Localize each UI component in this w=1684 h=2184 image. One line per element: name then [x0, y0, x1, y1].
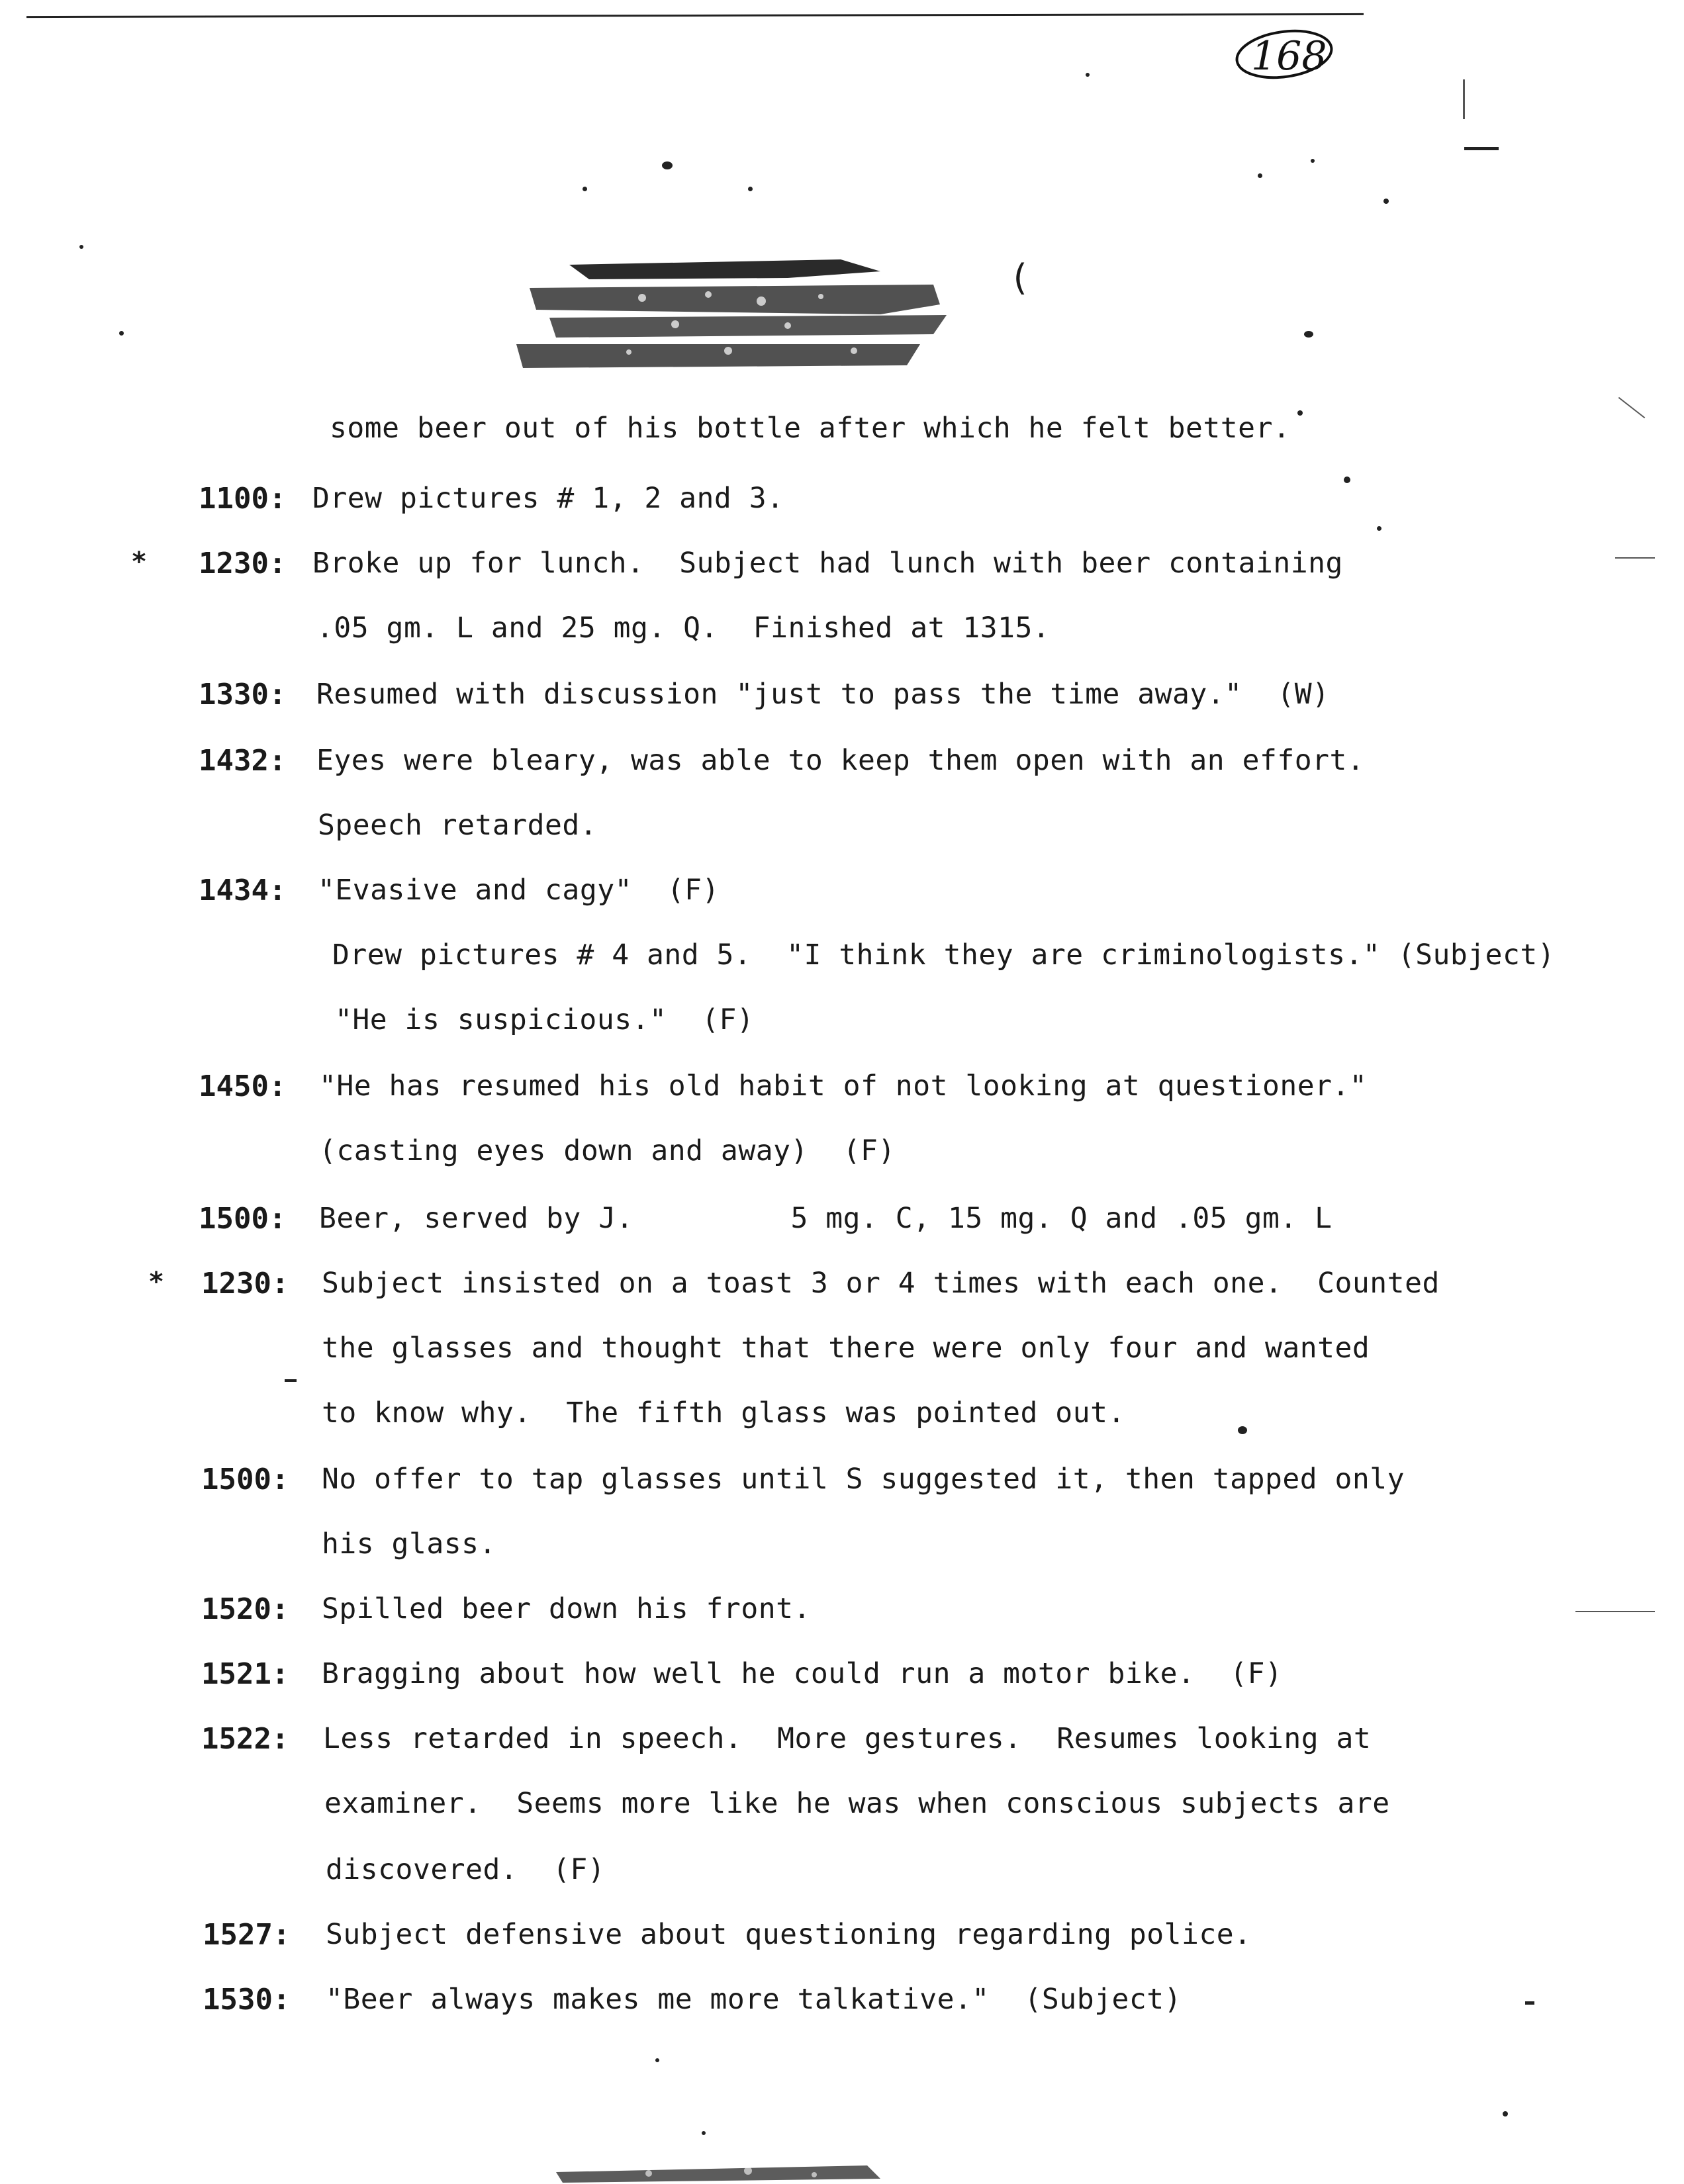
scan-speck — [1377, 526, 1381, 531]
log-line: examiner. Seems more like he was when conscious subjects are — [324, 1787, 1390, 1820]
log-line: Beer, served by J. 5 mg. C, 15 mg. Q and .05 gm. L — [319, 1202, 1333, 1235]
scan-speck — [1383, 199, 1389, 204]
log-time: 1230: — [199, 547, 287, 580]
log-line: Broke up for lunch. Subject had lunch with beer containing — [312, 547, 1343, 580]
scan-mark — [285, 1379, 297, 1382]
scan-mark — [1618, 397, 1646, 418]
scan-speck — [583, 187, 587, 191]
scan-speck — [655, 2058, 659, 2062]
log-line: Less retarded in speech. More gestures. Resumes looking at — [323, 1722, 1372, 1755]
log-line: Subject insisted on a toast 3 or 4 times with each one. Counted — [322, 1267, 1440, 1300]
scan-mark — [1575, 1611, 1655, 1612]
log-line: "Evasive and cagy" (F) — [318, 874, 720, 907]
page-number-text: 168 — [1251, 33, 1327, 79]
log-line: Spilled beer down his front. — [322, 1592, 811, 1625]
stray-paren: ( — [1009, 257, 1031, 298]
log-line: discovered. (F) — [326, 1853, 606, 1886]
log-line: (casting eyes down and away) (F) — [319, 1134, 896, 1167]
log-line: .05 gm. L and 25 mg. Q. Finished at 1315. — [316, 612, 1051, 645]
scan-speck — [1297, 410, 1303, 416]
log-time: 1521: — [201, 1657, 289, 1691]
log-line: Speech retarded. — [318, 809, 598, 842]
log-line: Drew pictures # 1, 2 and 3. — [312, 482, 784, 515]
log-time: 1500: — [199, 1202, 287, 1236]
scan-speck — [1238, 1426, 1247, 1434]
log-time: 1434: — [199, 874, 287, 907]
log-line: Drew pictures # 4 and 5. "I think they are criminologists." (Subject) — [332, 938, 1556, 972]
log-line: Bragging about how well he could run a motor bike. (F) — [322, 1657, 1283, 1690]
scan-speck — [1344, 477, 1350, 483]
log-time: 1432: — [199, 744, 287, 778]
log-line: his glass. — [322, 1527, 496, 1561]
redaction-top — [510, 251, 947, 377]
scan-speck — [1258, 173, 1262, 178]
log-time: 1522: — [201, 1722, 289, 1756]
redaction-bottom — [549, 2159, 894, 2184]
scan-speck — [1304, 331, 1313, 338]
log-time: 1530: — [203, 1983, 291, 2017]
log-line: Eyes were bleary, was able to keep them open with an effort. — [316, 744, 1365, 777]
log-line: the glasses and thought that there were only four and wanted — [322, 1332, 1370, 1365]
scan-speck — [1503, 2111, 1508, 2116]
log-line: to know why. The fifth glass was pointed out. — [322, 1396, 1125, 1430]
log-line: No offer to tap glasses until S suggested it, then tapped only — [322, 1463, 1405, 1496]
log-time: 1100: — [199, 482, 287, 516]
asterisk-mark: * — [148, 1267, 165, 1297]
scan-speck — [119, 331, 124, 336]
scan-speck — [1311, 159, 1315, 163]
scan-speck — [748, 187, 753, 191]
log-time: 1500: — [201, 1463, 289, 1496]
scan-mark — [1615, 557, 1655, 559]
scan-speck — [662, 161, 673, 169]
scan-mark — [1463, 79, 1465, 119]
log-line: some beer out of his bottle after which he felt better. — [330, 412, 1291, 445]
scan-speck — [1086, 73, 1090, 77]
asterisk-mark: * — [131, 547, 148, 577]
log-line: Resumed with discussion "just to pass the time away." (W) — [316, 678, 1330, 711]
scan-mark — [1525, 2001, 1534, 2005]
scan-mark — [1464, 147, 1499, 150]
log-line: Subject defensive about questioning regarding police. — [326, 1918, 1252, 1951]
top-rule — [26, 13, 1364, 18]
scan-speck — [79, 245, 83, 249]
log-line: "He has resumed his old habit of not looking at questioner." — [319, 1069, 1368, 1103]
log-line: "Beer always makes me more talkative." (Subject) — [326, 1983, 1182, 2016]
log-time: 1230: — [201, 1267, 289, 1300]
log-time: 1450: — [199, 1069, 287, 1103]
log-time: 1527: — [203, 1918, 291, 1952]
log-line: "He is suspicious." (F) — [335, 1003, 755, 1036]
page-number — [1226, 25, 1338, 85]
log-time: 1330: — [199, 678, 287, 711]
log-time: 1520: — [201, 1592, 289, 1626]
scan-speck — [702, 2131, 706, 2135]
